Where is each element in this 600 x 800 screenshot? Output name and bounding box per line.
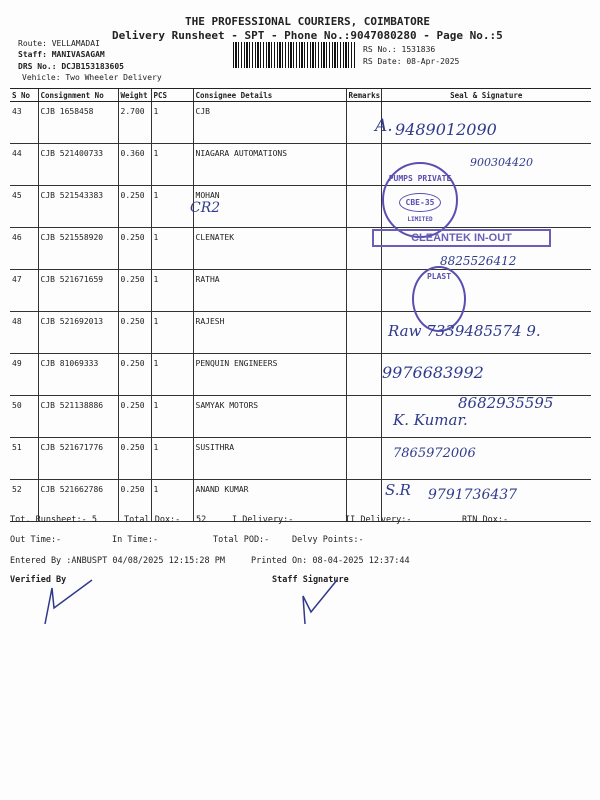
cell-pcs: 1 — [151, 186, 193, 228]
rtn-dox: RTN Dox:- — [462, 515, 509, 525]
cell-consignee: PENQUIN ENGINEERS — [193, 354, 346, 396]
rs-date: RS Date: 08-Apr-2025 — [363, 57, 460, 66]
i-delivery: I Delivery:- — [232, 515, 294, 525]
cell-remarks — [346, 438, 381, 480]
cell-pcs: 1 — [151, 144, 193, 186]
cell-cn: CJB 1658458 — [38, 102, 118, 144]
cell-weight: 0.360 — [118, 144, 151, 186]
cell-weight: 0.250 — [118, 312, 151, 354]
ink-mark-43: A. — [375, 116, 393, 136]
cell-weight: 0.250 — [118, 186, 151, 228]
out-time: Out Time:- — [10, 535, 62, 545]
stamp-pumps-top: PUMPS PRIVATE — [388, 174, 452, 183]
cell-cn: CJB 521138886 — [38, 396, 118, 438]
ink-phone-49: 9976683992 — [382, 363, 484, 382]
table-row — [10, 186, 591, 228]
ink-phone-50: 8682935595 — [458, 394, 554, 412]
cell-cn: CJB 521662786 — [38, 480, 118, 522]
drs-number: DRS No.: DCJB153183605 — [18, 62, 124, 71]
cell-consignee: CLENATEK — [193, 228, 346, 270]
cell-pcs: 1 — [151, 396, 193, 438]
cell-consignee: MOHAN — [193, 186, 346, 228]
cell-sno: 46 — [10, 228, 38, 270]
col-consignment: Consignment No — [38, 89, 118, 102]
vehicle-label: Vehicle: Two Wheeler Delivery — [22, 73, 162, 82]
runsheet-title: Delivery Runsheet - SPT - Phone No.:9047080280 - Page No.:5 — [112, 29, 503, 42]
cell-pcs: 1 — [151, 480, 193, 522]
ink-name-50: K. Kumar. — [393, 411, 468, 429]
ink-phone-48: Raw 7339485574 9. — [388, 322, 541, 340]
cell-cn: CJB 521692013 — [38, 312, 118, 354]
in-time: In Time:- — [112, 535, 159, 545]
cell-consignee: NIAGARA AUTOMATIONS — [193, 144, 346, 186]
cell-cn: CJB 521400733 — [38, 144, 118, 186]
pumps-stamp — [382, 162, 458, 238]
printed-on: Printed On: 08-04-2025 12:37:44 — [251, 556, 410, 566]
verified-by: Verified By — [10, 575, 67, 585]
cell-sno: 49 — [10, 354, 38, 396]
tot-runsheet: Tot. Runsheet:- 5 — [10, 515, 97, 525]
table-row — [10, 270, 591, 312]
cell-sno: 43 — [10, 102, 38, 144]
company-title: THE PROFESSIONAL COURIERS, COIMBATORE — [185, 15, 431, 28]
cell-cn: CJB 521558920 — [38, 228, 118, 270]
col-consignee: Consignee Details — [193, 89, 346, 102]
ink-phone-51: 7865972006 — [393, 446, 476, 461]
ink-phone-46: 8825526412 — [440, 254, 517, 268]
total-pod: Total POD:- — [213, 535, 270, 545]
ink-phone-44: 900304420 — [470, 156, 533, 169]
cell-remarks — [346, 186, 381, 228]
table-row — [10, 102, 591, 144]
verified-signature — [40, 578, 100, 628]
col-sno: S No — [10, 89, 38, 102]
cell-remarks — [346, 354, 381, 396]
stamp-pumps-mid: CBE-35 — [399, 193, 441, 212]
barcode-image — [233, 42, 355, 68]
cell-remarks — [346, 312, 381, 354]
cell-weight: 0.250 — [118, 354, 151, 396]
total-dox-value: 52 — [196, 515, 207, 525]
cell-sno: 50 — [10, 396, 38, 438]
cell-sno: 47 — [10, 270, 38, 312]
stamp-pumps-side: LIMITED — [407, 216, 433, 223]
cell-cn: CJB 521671659 — [38, 270, 118, 312]
ink-sign-45: CR2 — [190, 200, 221, 216]
cell-weight: 0.250 — [118, 228, 151, 270]
cell-consignee: SUSITHRA — [193, 438, 346, 480]
table-header-row — [10, 89, 591, 102]
ink-mark-52: S.R — [385, 481, 411, 499]
cell-pcs: 1 — [151, 228, 193, 270]
cell-pcs: 1 — [151, 354, 193, 396]
table-row — [10, 354, 591, 396]
cell-sno: 45 — [10, 186, 38, 228]
table-row — [10, 438, 591, 480]
col-pcs: PCS — [151, 89, 193, 102]
cell-consignee: RAJESH — [193, 312, 346, 354]
cell-consignee: SAMYAK MOTORS — [193, 396, 346, 438]
staff-signature-mark — [295, 578, 345, 628]
col-remarks: Remarks — [346, 89, 381, 102]
clenatek-stamp: CLEANTEK IN-OUT — [372, 229, 551, 247]
cell-weight: 0.250 — [118, 480, 151, 522]
staff-label: Staff: MANIVASAGAM — [18, 50, 105, 59]
cell-sno: 44 — [10, 144, 38, 186]
cell-consignee: CJB — [193, 102, 346, 144]
cell-remarks — [346, 144, 381, 186]
ink-phone-52: 9791736437 — [428, 487, 518, 503]
col-weight: Weight — [118, 89, 151, 102]
delvy-points: Delvy Points:- — [292, 535, 364, 545]
cell-remarks — [346, 396, 381, 438]
cell-pcs: 1 — [151, 270, 193, 312]
cell-pcs: 1 — [151, 438, 193, 480]
cell-weight: 2.700 — [118, 102, 151, 144]
cell-sno: 51 — [10, 438, 38, 480]
cell-remarks — [346, 270, 381, 312]
ink-phone-43: 9489012090 — [395, 120, 497, 139]
cell-pcs: 1 — [151, 102, 193, 144]
cell-cn: CJB 521671776 — [38, 438, 118, 480]
entered-by: Entered By :ANBUSPT 04/08/2025 12:15:28 PM — [10, 556, 225, 566]
rs-number: RS No.: 1531836 — [363, 45, 436, 54]
delivery-table — [10, 88, 591, 522]
cell-weight: 0.250 — [118, 396, 151, 438]
route-label: Route: VELLAMADAI — [18, 39, 100, 48]
col-seal: Seal & Signature — [381, 89, 591, 102]
cell-consignee: RATHA — [193, 270, 346, 312]
cell-sno: 52 — [10, 480, 38, 522]
cell-cn: CJB 81069333 — [38, 354, 118, 396]
cell-sno: 48 — [10, 312, 38, 354]
total-dox-label: Total Dox:- — [124, 515, 181, 525]
stamp-plast-text: PLAST — [426, 272, 452, 281]
cell-pcs: 1 — [151, 312, 193, 354]
staff-signature: Staff Signature — [272, 575, 349, 585]
cell-cn: CJB 521543383 — [38, 186, 118, 228]
ii-delivery: II Delivery:- — [345, 515, 412, 525]
cell-weight: 0.250 — [118, 270, 151, 312]
cell-weight: 0.250 — [118, 438, 151, 480]
cell-consignee: ANAND KUMAR — [193, 480, 346, 522]
